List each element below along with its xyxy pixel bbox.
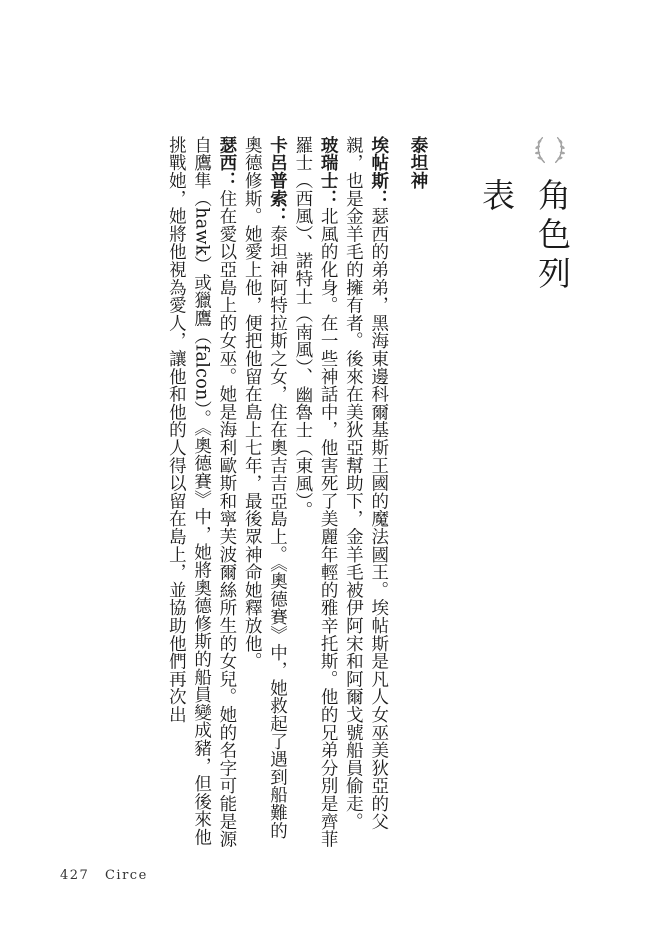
laurel-wreath-icon: [531, 132, 569, 170]
entry-boreas: [290, 136, 341, 851]
book-title: Circe: [104, 868, 148, 883]
entry-term: 卡呂普索：: [267, 136, 288, 225]
entry-text: 住在愛以亞島上的女巫。她是海利歐斯和寧芙波爾絲所生的女兒。她的名字可能是源自鷹隼（hawk）或獵鷹（falcon）。《奧德賽》中，她將奧德修斯的船員變成豬，但後來他挑戰她，她將他視為愛人，讓他和他的人得以留在島上，並協助他們再次出: [166, 136, 237, 849]
entry-text: 泰坦神阿特拉斯之女，住在奧吉吉亞島上。《奧德賽》中，她救起了遇到船難的奧德修斯。她愛上他，便把他留在島上七年，最後眾神命她釋放他。: [242, 136, 288, 840]
entry-calypso: [239, 136, 290, 851]
entry-term: 埃帖斯：: [368, 136, 389, 208]
entry-text: 北風的化身。在一些神話中，他害死了美麗年輕的雅辛托斯。他的兄弟分別是齊菲羅士（西風）、諾特士（南風）、幽魯士（東風）。: [292, 136, 339, 849]
entry-circe: [163, 136, 239, 851]
entry-aeetes: [340, 136, 391, 851]
page-footer: [60, 868, 158, 888]
entry-term: 玻瑞士：: [318, 136, 339, 208]
chapter-title: 角色列表: [477, 178, 572, 295]
page-number: 427: [60, 868, 90, 883]
entry-term: 瑟西：: [216, 136, 237, 190]
body-text: [60, 136, 430, 851]
section-heading: 泰坦神: [408, 136, 428, 190]
entry-text: 瑟西的弟弟，黑海東邊科爾基斯王國的魔法國王。埃帖斯是凡人女巫美狄亞的父親，也是金羊毛的擁有者。後來在美狄亞幫助下，金羊毛被伊阿宋和阿爾戈號船員偷走。: [343, 136, 389, 831]
